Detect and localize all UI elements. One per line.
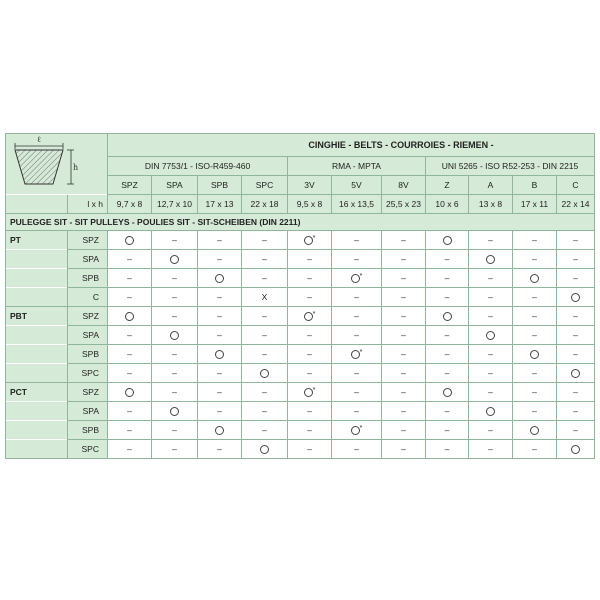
- belt-dimension: 25,5 x 23: [382, 195, 426, 214]
- belt-dimension: 22 x 18: [242, 195, 288, 214]
- pulley-group: [6, 440, 68, 459]
- compatibility-cell: –: [242, 383, 288, 402]
- compatibility-cell: –: [426, 345, 469, 364]
- standard-header: RMA - MPTA: [288, 157, 426, 176]
- compatibility-cell: –: [152, 307, 198, 326]
- note-asterisk: *: [312, 234, 316, 242]
- compatibility-cell: –: [108, 402, 152, 421]
- compatibility-cell: –: [557, 307, 595, 326]
- compatibility-cell: –: [469, 307, 513, 326]
- compatible-circle-icon: [125, 236, 134, 245]
- pulley-group: PBT: [6, 307, 68, 326]
- compatibility-cell: [288, 307, 332, 326]
- compatibility-cell: [557, 288, 595, 307]
- pulley-group: [6, 421, 68, 440]
- compatibility-cell: –: [242, 307, 288, 326]
- compatibility-cell: –: [288, 421, 332, 440]
- compatibility-cell: –: [108, 269, 152, 288]
- compatibility-cell: –: [152, 440, 198, 459]
- pulley-profile: SPA: [68, 326, 108, 345]
- compatibility-cell: –: [426, 421, 469, 440]
- compatibility-cell: –: [242, 231, 288, 250]
- table-row: [6, 250, 595, 269]
- compatibility-cell: –: [382, 231, 426, 250]
- compatibility-cell: –: [382, 402, 426, 421]
- compatibility-cell: –: [242, 326, 288, 345]
- compatibility-cell: –: [288, 326, 332, 345]
- belt-type-header: 8V: [382, 176, 426, 195]
- note-asterisk: *: [359, 348, 363, 356]
- compatible-circle-icon: [486, 331, 495, 340]
- compatibility-cell: [242, 440, 288, 459]
- compatibility-cell: [426, 231, 469, 250]
- compatible-circle-icon: [215, 426, 224, 435]
- compatible-circle-icon: [351, 274, 360, 283]
- pulley-profile: SPA: [68, 402, 108, 421]
- compatibility-cell: –: [332, 307, 382, 326]
- compatible-circle-icon: [571, 293, 580, 302]
- note-asterisk: *: [359, 424, 363, 432]
- compatibility-cell: –: [513, 364, 557, 383]
- compatibility-cell: –: [152, 345, 198, 364]
- compatible-circle-icon: [443, 312, 452, 321]
- compatibility-cell: –: [332, 364, 382, 383]
- pulley-profile: SPZ: [68, 231, 108, 250]
- compatibility-cell: [513, 345, 557, 364]
- compatibility-cell: [469, 402, 513, 421]
- belt-type-header: SPZ: [108, 176, 152, 195]
- compatible-circle-icon: [170, 331, 179, 340]
- pulley-profile: SPZ: [68, 383, 108, 402]
- compatibility-cell: –: [513, 288, 557, 307]
- pulley-profile: SPB: [68, 421, 108, 440]
- compatibility-cell: –: [382, 307, 426, 326]
- pulley-group: [6, 269, 68, 288]
- compatible-circle-icon: [530, 350, 539, 359]
- pulley-group: [6, 326, 68, 345]
- compatible-circle-icon: [486, 407, 495, 416]
- height-label: h: [72, 163, 78, 172]
- compatibility-cell: –: [557, 402, 595, 421]
- compatibility-cell: –: [242, 345, 288, 364]
- compatibility-cell: –: [426, 288, 469, 307]
- note-asterisk: *: [359, 272, 363, 280]
- compatibility-cell: [332, 345, 382, 364]
- compatibility-cell: –: [513, 231, 557, 250]
- compatibility-cell: [108, 307, 152, 326]
- dims-label: l x h: [68, 195, 108, 214]
- belt-dimension: 17 x 11: [513, 195, 557, 214]
- compatibility-cell: –: [469, 269, 513, 288]
- compatibility-cell: –: [513, 383, 557, 402]
- compatibility-cell: –: [198, 250, 242, 269]
- compatibility-cell: –: [288, 364, 332, 383]
- compatibility-cell: –: [426, 364, 469, 383]
- compatibility-cell: –: [469, 231, 513, 250]
- compatibility-cell: –: [198, 307, 242, 326]
- belt-type-header: SPC: [242, 176, 288, 195]
- table-row: [6, 288, 595, 307]
- belt-type-header: SPA: [152, 176, 198, 195]
- belt-dimension: 12,7 x 10: [152, 195, 198, 214]
- compatibility-cell: [288, 383, 332, 402]
- compatibility-cell: –: [513, 307, 557, 326]
- compatibility-cell: –: [426, 326, 469, 345]
- compatibility-cell: [152, 250, 198, 269]
- compatibility-table-container: [5, 133, 594, 459]
- compatibility-cell: –: [108, 364, 152, 383]
- belt-dimension: 10 x 6: [426, 195, 469, 214]
- pulley-profile: C: [68, 288, 108, 307]
- belt-section-diagram: [6, 134, 108, 195]
- pulley-profile: SPB: [68, 269, 108, 288]
- belt-dimension: 22 x 14: [557, 195, 595, 214]
- compatible-circle-icon: [260, 369, 269, 378]
- belt-dimension: 17 x 13: [198, 195, 242, 214]
- table-row: [6, 421, 595, 440]
- compatibility-cell: –: [513, 250, 557, 269]
- compatibility-cell: –: [108, 250, 152, 269]
- compatible-circle-icon: [260, 445, 269, 454]
- compatible-circle-icon: [304, 312, 313, 321]
- compatibility-cell: –: [557, 345, 595, 364]
- compatible-circle-icon: [304, 236, 313, 245]
- compatibility-cell: [198, 421, 242, 440]
- compatibility-cell: –: [198, 364, 242, 383]
- belt-type-header: C: [557, 176, 595, 195]
- table-row: [6, 345, 595, 364]
- table-row: [6, 383, 595, 402]
- compatibility-cell: –: [288, 345, 332, 364]
- compatibility-cell: –: [469, 345, 513, 364]
- compatibility-cell: –: [242, 402, 288, 421]
- section-row: [6, 214, 595, 231]
- compatible-circle-icon: [351, 350, 360, 359]
- compatible-circle-icon: [571, 369, 580, 378]
- compatibility-cell: –: [382, 421, 426, 440]
- compatibility-cell: –: [426, 250, 469, 269]
- note-asterisk: *: [312, 310, 316, 318]
- compatibility-cell: –: [108, 345, 152, 364]
- compatibility-cell: –: [198, 440, 242, 459]
- belt-type-header: 5V: [332, 176, 382, 195]
- compatibility-cell: –: [152, 421, 198, 440]
- belt-type-header: SPB: [198, 176, 242, 195]
- table-row: [6, 440, 595, 459]
- compatibility-cell: –: [332, 288, 382, 307]
- compatibility-cell: [242, 364, 288, 383]
- dimensions-row: [6, 195, 595, 214]
- compatibility-cell: –: [426, 440, 469, 459]
- compatibility-cell: –: [469, 440, 513, 459]
- compatible-circle-icon: [351, 426, 360, 435]
- compatibility-cell: [198, 345, 242, 364]
- table-row: [6, 231, 595, 250]
- compatibility-cell: –: [332, 231, 382, 250]
- compatibility-cell: [152, 402, 198, 421]
- compatibility-cell: –: [198, 326, 242, 345]
- compatibility-cell: –: [382, 288, 426, 307]
- compatibility-cell: –: [198, 231, 242, 250]
- compatibility-cell: –: [332, 440, 382, 459]
- compatibility-cell: [557, 364, 595, 383]
- compatibility-cell: –: [152, 288, 198, 307]
- belt-dimension: 9,7 x 8: [108, 195, 152, 214]
- pulley-group: [6, 402, 68, 421]
- standard-header: DIN 7753/1 - ISO-R459-460: [108, 157, 288, 176]
- compatibility-cell: –: [426, 402, 469, 421]
- compatibility-cell: [513, 269, 557, 288]
- compatibility-cell: –: [382, 250, 426, 269]
- compatible-circle-icon: [170, 255, 179, 264]
- compatible-circle-icon: [125, 312, 134, 321]
- compatibility-cell: –: [108, 326, 152, 345]
- compatibility-cell: –: [332, 250, 382, 269]
- compatibility-cell: –: [557, 421, 595, 440]
- belt-type-header: B: [513, 176, 557, 195]
- belt-profile-icon: [7, 134, 107, 192]
- pulley-group: [6, 288, 68, 307]
- compatibility-cell: –: [152, 383, 198, 402]
- compatibility-cell: –: [242, 421, 288, 440]
- compatibility-cell: –: [513, 326, 557, 345]
- compatibility-cell: –: [152, 269, 198, 288]
- pulley-group: PCT: [6, 383, 68, 402]
- compatible-circle-icon: [170, 407, 179, 416]
- table-row: [6, 307, 595, 326]
- belt-type-header: A: [469, 176, 513, 195]
- compatible-circle-icon: [443, 388, 452, 397]
- compatibility-cell: –: [152, 364, 198, 383]
- belt-dimension: 13 x 8: [469, 195, 513, 214]
- compatibility-cell: –: [288, 288, 332, 307]
- compatibility-cell: –: [469, 421, 513, 440]
- compatible-circle-icon: [571, 445, 580, 454]
- compatibility-cell: –: [198, 288, 242, 307]
- compatibility-cell: –: [382, 383, 426, 402]
- compatibility-cell: –: [469, 364, 513, 383]
- compatibility-cell: –: [242, 250, 288, 269]
- compatibility-cell: [152, 326, 198, 345]
- pulley-group: [6, 345, 68, 364]
- compatibility-cell: –: [152, 231, 198, 250]
- dims-spacer: [6, 195, 68, 214]
- compatible-circle-icon: [304, 388, 313, 397]
- compatibility-cell: –: [557, 269, 595, 288]
- compatibility-cell: –: [332, 402, 382, 421]
- compatibility-cell: –: [469, 288, 513, 307]
- compatibility-cell: [288, 231, 332, 250]
- title-row: [6, 134, 595, 157]
- table-title: CINGHIE - BELTS - COURROIES - RIEMEN -: [108, 134, 595, 157]
- standard-header: UNI 5265 - ISO R52-253 - DIN 2215: [426, 157, 595, 176]
- compatible-circle-icon: [443, 236, 452, 245]
- compatibility-cell: –: [198, 402, 242, 421]
- compatible-circle-icon: [215, 274, 224, 283]
- belt-type-header: Z: [426, 176, 469, 195]
- compatible-circle-icon: [125, 388, 134, 397]
- compatibility-cell: –: [557, 383, 595, 402]
- compatible-circle-icon: [530, 274, 539, 283]
- pulley-group: [6, 364, 68, 383]
- belt-type-header: 3V: [288, 176, 332, 195]
- table-row: [6, 364, 595, 383]
- compatibility-cell: –: [288, 269, 332, 288]
- compatibility-cell: –: [382, 269, 426, 288]
- compatibility-cell: [332, 421, 382, 440]
- compatibility-cell: –: [513, 402, 557, 421]
- note-asterisk: *: [312, 386, 316, 394]
- compatibility-cell: [108, 383, 152, 402]
- belt-dimension: 9,5 x 8: [288, 195, 332, 214]
- pulley-group: [6, 250, 68, 269]
- belt-dimension: 16 x 13,5: [332, 195, 382, 214]
- table-row: [6, 326, 595, 345]
- compatibility-cell: –: [513, 440, 557, 459]
- compatibility-cell: [426, 307, 469, 326]
- pulley-profile: SPB: [68, 345, 108, 364]
- compatibility-cell: –: [557, 326, 595, 345]
- compatibility-cell: –: [332, 383, 382, 402]
- compatibility-cell: –: [382, 345, 426, 364]
- table-row: [6, 402, 595, 421]
- compatibility-cell: –: [426, 269, 469, 288]
- compatibility-cell: –: [557, 231, 595, 250]
- compatibility-cell: [469, 326, 513, 345]
- compatibility-cell: –: [382, 364, 426, 383]
- compatibility-cell: [332, 269, 382, 288]
- compatibility-cell: –: [198, 383, 242, 402]
- compatible-circle-icon: [215, 350, 224, 359]
- table-body: [6, 231, 595, 459]
- compatibility-cell: –: [469, 383, 513, 402]
- compatibility-cell: –: [108, 440, 152, 459]
- compatibility-cell: [469, 250, 513, 269]
- compatibility-cell: –: [382, 326, 426, 345]
- pulley-profile: SPA: [68, 250, 108, 269]
- compatibility-cell: [557, 440, 595, 459]
- compatibility-cell: –: [242, 269, 288, 288]
- compatibility-cell: –: [288, 440, 332, 459]
- compatibility-cell: –: [288, 402, 332, 421]
- compatibility-cell: X: [242, 288, 288, 307]
- belt-pulley-table: [5, 133, 595, 459]
- compatibility-cell: –: [382, 440, 426, 459]
- compatibility-cell: –: [108, 421, 152, 440]
- compatibility-cell: [513, 421, 557, 440]
- compatibility-cell: –: [557, 250, 595, 269]
- compatible-circle-icon: [530, 426, 539, 435]
- pulley-profile: SPC: [68, 364, 108, 383]
- width-label: ℓ: [36, 135, 41, 144]
- compatibility-cell: –: [108, 288, 152, 307]
- pulley-group: PT: [6, 231, 68, 250]
- pulley-profile: SPC: [68, 440, 108, 459]
- section-title: PULEGGE SIT - SIT PULLEYS - POULIES SIT - SIT-SCHEIBEN (DIN 2211): [6, 214, 595, 231]
- compatibility-cell: –: [332, 326, 382, 345]
- pulley-profile: SPZ: [68, 307, 108, 326]
- table-row: [6, 269, 595, 288]
- compatibility-cell: [426, 383, 469, 402]
- compatibility-cell: [198, 269, 242, 288]
- compatibility-cell: [108, 231, 152, 250]
- compatibility-cell: –: [288, 250, 332, 269]
- compatible-circle-icon: [486, 255, 495, 264]
